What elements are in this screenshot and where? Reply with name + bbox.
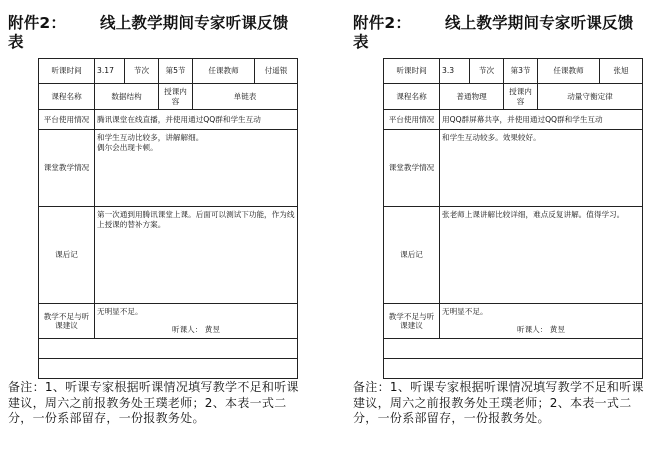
time-label: 听课时间 — [39, 59, 95, 84]
suggestion-label: 教学不足与听课建议 — [384, 304, 440, 339]
content-value: 动量守衡定律 — [538, 84, 643, 110]
suggestion-label: 教学不足与听课建议 — [39, 304, 95, 339]
feedback-table — [383, 58, 643, 379]
course-value: 普通物理 — [440, 84, 504, 110]
class-status-value — [95, 130, 298, 207]
blank-row — [384, 339, 643, 359]
after-notes-label: 课后记 — [384, 207, 440, 304]
suggestion-text: 无明显不足。 — [442, 307, 488, 316]
table-row — [39, 59, 298, 84]
period-value: 第5节 — [159, 59, 193, 84]
class-status-line: 偶尔会出现卡顿。 — [97, 142, 158, 152]
feedback-form-left — [0, 0, 305, 450]
table-row — [39, 339, 298, 359]
remark-note: 备注：1、听课专家根据听课情况填写教学不足和听课建议，周六之前报教务处王璞老师；2、本表一式二分，一份系部留存，一份报教务处。 — [8, 380, 299, 425]
period-label: 节次 — [470, 59, 504, 84]
class-status-value — [440, 130, 643, 207]
table-row — [384, 339, 643, 359]
course-label: 课程名称 — [39, 84, 95, 110]
feedback-form-right — [345, 0, 650, 450]
remark-note: 备注：1、听课专家根据听课情况填写教学不足和听课建议，周六之前报教务处王璞老师；2、本表一式二分，一份系部留存，一份报教务处。 — [353, 380, 644, 425]
attachment-label: 附件2： — [8, 14, 67, 32]
listener-signature: 听课人： 黄昱 — [172, 324, 220, 334]
class-status-line: 和学生互动比较多，讲解解细。 — [97, 133, 204, 142]
form-title — [8, 14, 298, 52]
form-title — [353, 14, 643, 52]
table-row — [384, 304, 643, 339]
after-notes-label: 课后记 — [39, 207, 95, 304]
platform-label: 平台使用情况 — [39, 110, 95, 130]
teacher-value: 付遥银 — [255, 59, 298, 84]
course-value: 数据结构 — [95, 84, 159, 110]
time-value: 3.17 — [95, 59, 125, 84]
after-notes-value: 第一次通到用腾讯课堂上课。后面可以测试下功能，作为线上授课的替补方案。 — [95, 207, 298, 304]
blank-row — [39, 339, 298, 359]
suggestion-value — [440, 304, 643, 339]
table-row — [384, 110, 643, 130]
blank-row — [384, 359, 643, 379]
title-text: 线上教学期间专家听课反馈表 — [353, 14, 634, 51]
table-row — [39, 207, 298, 304]
period-label: 节次 — [125, 59, 159, 84]
platform-value: 用QQ群屏幕共享，并使用通过QQ群和学生互动 — [440, 110, 643, 130]
table-row — [384, 359, 643, 379]
table-row — [39, 304, 298, 339]
time-value: 3.3 — [440, 59, 470, 84]
teacher-label: 任课教师 — [193, 59, 255, 84]
table-row — [39, 110, 298, 130]
after-notes-value: 张老师上课讲解比较详细，难点反复讲解。值得学习。 — [440, 207, 643, 304]
table-row — [39, 130, 298, 207]
table-row — [384, 84, 643, 110]
blank-row — [39, 359, 298, 379]
content-label: 授课内容 — [504, 84, 538, 110]
table-row — [384, 59, 643, 84]
content-value: 单链表 — [193, 84, 298, 110]
teacher-value: 张旭 — [600, 59, 643, 84]
class-status-label: 课堂教学情况 — [384, 130, 440, 207]
platform-value: 腾讯课堂在线直播，并使用通过QQ群和学生互动 — [95, 110, 298, 130]
time-label: 听课时间 — [384, 59, 440, 84]
table-row — [384, 207, 643, 304]
title-text: 线上教学期间专家听课反馈表 — [8, 14, 289, 51]
period-value: 第3节 — [504, 59, 538, 84]
teacher-label: 任课教师 — [538, 59, 600, 84]
course-label: 课程名称 — [384, 84, 440, 110]
table-row — [384, 130, 643, 207]
suggestion-text: 无明显不足。 — [97, 307, 143, 316]
platform-label: 平台使用情况 — [384, 110, 440, 130]
table-row — [39, 84, 298, 110]
attachment-label: 附件2： — [353, 14, 412, 32]
listener-signature: 听课人： 黄昱 — [517, 324, 565, 334]
class-status-line: 和学生互动较多。效果较好。 — [442, 133, 541, 142]
feedback-table — [38, 58, 298, 379]
table-row — [39, 359, 298, 379]
suggestion-value — [95, 304, 298, 339]
class-status-label: 课堂教学情况 — [39, 130, 95, 207]
content-label: 授课内容 — [159, 84, 193, 110]
